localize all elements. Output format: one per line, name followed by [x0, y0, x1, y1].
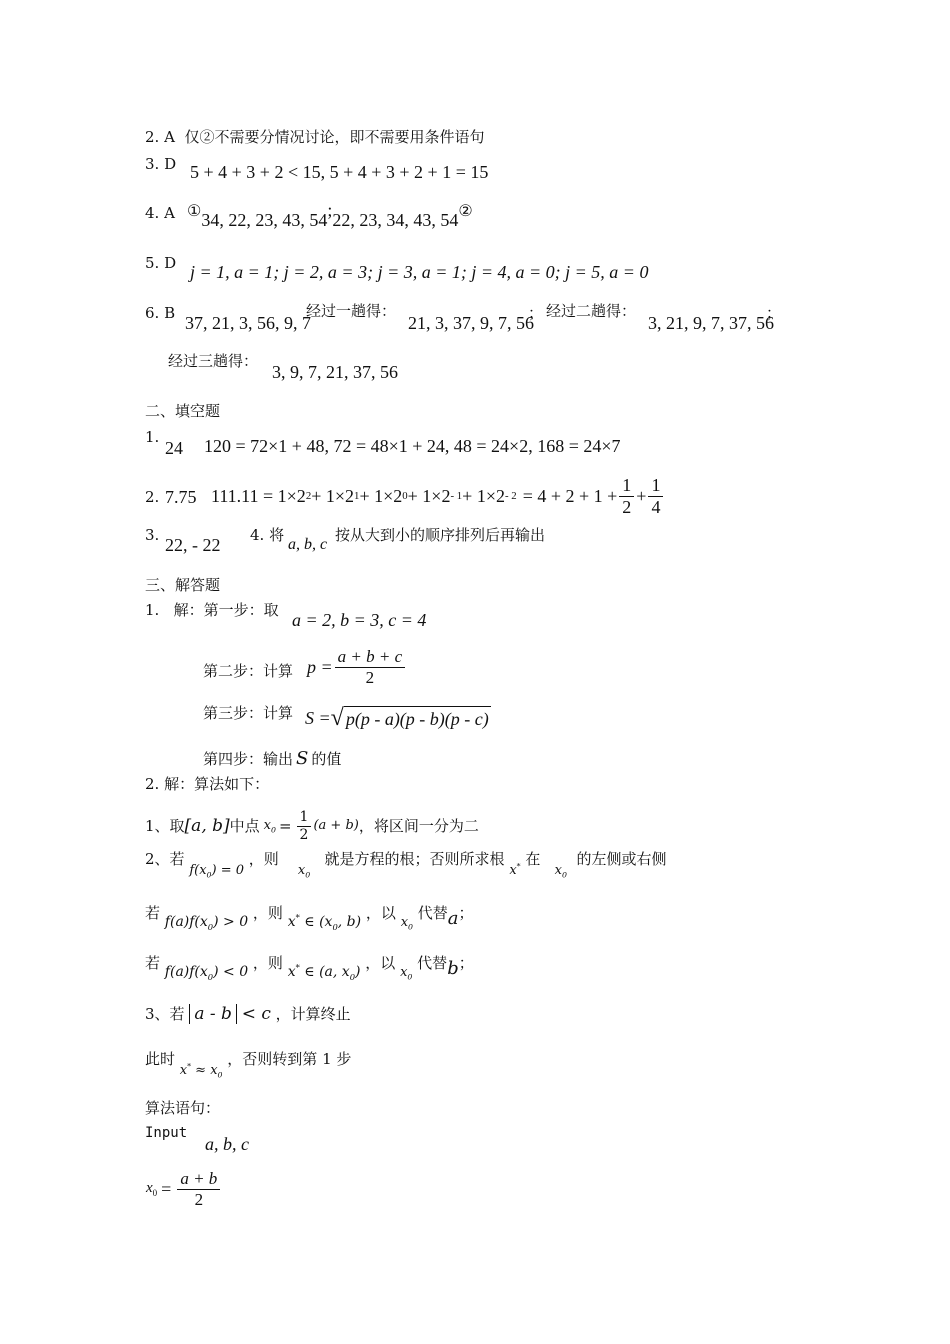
solve-p1-step3-math: S = √ p(p - a)(p - b)(p - c): [305, 705, 489, 731]
fill-f1-math: 120 = 72×1 + 48, 72 = 48×1 + 24, 48 = 24×2, 168 = 24×7: [204, 436, 621, 456]
choice-q2: 2. A 仅②不需要分情况讨论，即不需要用条件语句: [145, 128, 485, 146]
choice-q6-label: 6. B: [145, 304, 176, 322]
choice-q3-label: 3. D: [145, 155, 177, 173]
choice-q6-seq0: 37, 21, 3, 56, 9, 7: [185, 313, 311, 333]
solve-p2-line3: 若 $f(a)f(x_0) > 0$ ，则 x* ∈ ($x_0$, b) ，以 $x_0$ 代替a；: [145, 904, 474, 932]
solve-p2-line4: 若 $f(a)f(x_0) < 0$ ，则 x* ∈ (a, $x_0$) ，以 $x_0$ 代替b；: [145, 954, 474, 982]
choice-q5-math: j = 1, a = 1; j = 2, a = 3; j = 3, a = 1; j = 4, a = 0; j = 5, a = 0: [190, 262, 649, 282]
sqrt-sign: √ p(p - a)(p - b)(p - c): [330, 705, 489, 731]
fill-f1-num: 1.: [145, 428, 160, 446]
solve-p1-step4: 第四步：输出 S 的值: [203, 748, 342, 769]
fill-f3-answer: 22, - 22: [165, 535, 221, 555]
fill-f2-num: 2.: [145, 488, 160, 506]
choice-q6-seq2: 3, 21, 9, 7, 37, 56: [648, 313, 774, 333]
fill-f3-num: 3.: [145, 526, 160, 544]
fill-f2-math: 111.11 = 1×2 2 + 1×2 1 + 1×2 0 + 1×2 - 1 + 1×2 - 2 = 4 + 2 + 1 + $\frac{1}{2}$ + $\frac{1}{4}$: [211, 476, 665, 517]
fill-f4-math: a, b, c: [288, 536, 328, 553]
solve-p2-lead: 2. 解：算法如下：: [145, 775, 270, 793]
abs-value: a - b: [189, 1004, 237, 1024]
solve-p2-line1: 1、取 [a, b] 中点 $x_0$ = $\frac{1}{2}$ (a + b) ，将区间一分为二: [145, 809, 479, 843]
fill-heading: 二、填空题: [145, 402, 221, 420]
choice-q6-pass1: 经过一趟得：: [306, 302, 397, 320]
code-input-vars: a, b, c: [205, 1134, 249, 1154]
solve-p2-line5: 3、若 a - b < c ，计算终止: [145, 1004, 351, 1024]
solve-p1-lead: 1. 解：第一步：取: [145, 601, 279, 619]
code-input-keyword: Input: [145, 1125, 188, 1141]
choice-q6-seq3: 3, 9, 7, 21, 37, 56: [272, 362, 398, 382]
fill-f4: 4. 将: [250, 526, 285, 544]
choice-q6-pass3: 经过三趟得：: [168, 352, 259, 370]
choice-q6-pass2: 经过二趟得：: [546, 302, 637, 320]
fill-f1-answer: 24: [165, 438, 183, 458]
code-heading: 算法语句：: [145, 1099, 221, 1117]
solve-p2-line6: 此时 $x^* \approx x_0$ ，否则转到第 1 步: [145, 1050, 352, 1080]
choice-q3-math: 5 + 4 + 3 + 2 < 15, 5 + 4 + 3 + 2 + 1 = 15: [190, 162, 489, 182]
code-x0-assign: $x_0$ = $\frac{a + b}{2}$: [146, 1170, 222, 1209]
choice-q4-label: 4. A: [145, 204, 175, 222]
solve-p1-step3: 第三步：计算: [203, 704, 294, 722]
fill-f4-text: 按从大到小的顺序排列后再输出: [335, 526, 546, 544]
choice-q6-semi1: ；: [528, 304, 544, 322]
choice-q6-seq1: 21, 3, 37, 9, 7, 56: [408, 313, 534, 333]
solve-p1-step2-math: p = $\frac{a + b + c}{2}$: [307, 648, 407, 687]
solve-p2-line2: 2、若 $f(x_0) = 0$ ，则 $x_0$ 就是方程的根；否则所求根 x* 在 $x_0$ 的左侧或右侧: [145, 850, 667, 880]
solve-heading: 三、解答题: [145, 576, 221, 594]
fill-f2-answer: 7.75: [165, 487, 197, 507]
choice-q5-label: 5. D: [145, 254, 177, 272]
solve-p1-step2: 第二步：计算: [203, 662, 294, 680]
choice-q6-semi2: ；: [766, 304, 782, 322]
choice-q4-math: ①34, 22, 23, 43, 54;22, 23, 34, 43, 54②: [187, 200, 473, 230]
solve-p1-step1-math: a = 2, b = 3, c = 4: [292, 610, 427, 630]
